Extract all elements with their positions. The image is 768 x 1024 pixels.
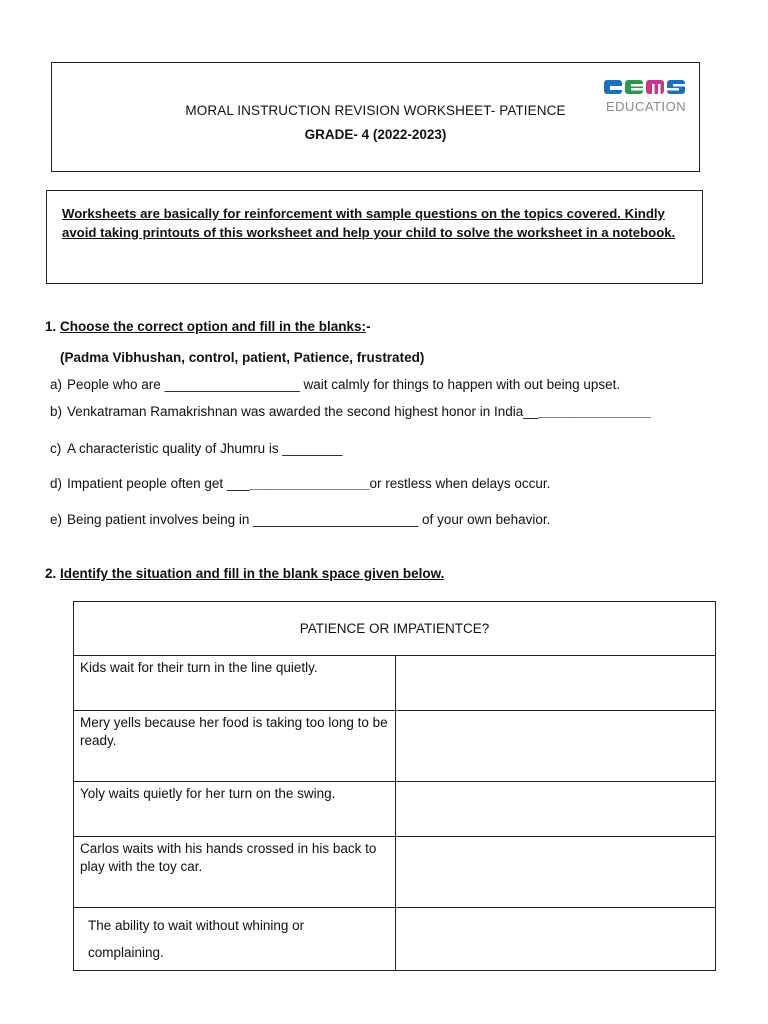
answer-cell[interactable] (395, 782, 715, 837)
blank-item-e (50, 512, 550, 527)
answer-cell[interactable] (395, 837, 715, 908)
item-text: Impatient people often get ___ (67, 476, 250, 491)
blank-item-d (50, 476, 550, 491)
table-row (74, 908, 716, 971)
word-options: (Padma Vibhushan, control, patient, Patience, frustrated) (60, 350, 425, 365)
item-blank: ________________ (249, 476, 370, 491)
item-label: d) (50, 476, 63, 491)
gems-logo-mark (602, 77, 688, 99)
table-header: PATIENCE OR IMPATIENTCE? (74, 602, 716, 656)
question-1-text: Choose the correct option and fill in the blanks: (60, 319, 367, 334)
situation-cell: The ability to wait without whining or complaining. (74, 908, 396, 971)
item-label: a) (50, 377, 63, 392)
answer-cell[interactable] (395, 656, 715, 711)
question-1-suffix: - (366, 319, 371, 334)
blank-item-b (50, 404, 651, 419)
table-row (74, 656, 716, 711)
answer-cell[interactable] (395, 711, 715, 782)
item-label: c) (50, 441, 62, 456)
situation-cell: Carlos waits with his hands crossed in his back to play with the toy car. (74, 837, 396, 908)
item-blank: _______________ (538, 404, 651, 419)
table-row (74, 837, 716, 908)
question-2-heading (45, 566, 444, 581)
worksheet-header (51, 62, 700, 172)
question-2-number: 2. (45, 566, 57, 581)
item-label: b) (50, 404, 63, 419)
situation-cell: Kids wait for their turn in the line quietly. (74, 656, 396, 711)
question-1-heading (45, 319, 371, 334)
item-text: A characteristic quality of Jhumru is ________ (67, 441, 343, 456)
item-text: Venkatraman Ramakrishnan was awarded the second highest honor in India__ (67, 404, 539, 419)
blank-item-a (50, 377, 620, 392)
question-1-number: 1. (45, 319, 57, 334)
table-header-row (74, 602, 716, 656)
item-text: Being patient involves being in ______________________ of your own behavior. (67, 512, 551, 527)
situation-cell: Mery yells because her food is taking too long to be ready. (74, 711, 396, 782)
table-row (74, 711, 716, 782)
blank-item-c (50, 441, 342, 456)
item-text-after: or restless when delays occur. (369, 476, 551, 491)
notice-box (46, 190, 703, 284)
item-label: e) (50, 512, 63, 527)
question-2-text: Identify the situation and fill in the blank space given below. (60, 566, 445, 581)
worksheet-title: MORAL INSTRUCTION REVISION WORKSHEET- PATIENCE (185, 103, 566, 118)
answer-cell[interactable] (395, 908, 715, 971)
item-text: People who are __________________ wait calmly for things to happen with out being upset. (67, 377, 621, 392)
worksheet-grade: GRADE- 4 (2022-2023) (304, 127, 447, 142)
situation-cell: Yoly waits quietly for her turn on the swing. (74, 782, 396, 837)
patience-table (73, 601, 716, 971)
logo-wordmark: EDUCATION (606, 99, 687, 114)
notice-text: Worksheets are basically for reinforcement with sample questions on the topics covered. Kindly avoid taking printouts of this worksheet and help your child to solve the worksheet in a notebook. (62, 206, 676, 240)
table-row (74, 782, 716, 837)
